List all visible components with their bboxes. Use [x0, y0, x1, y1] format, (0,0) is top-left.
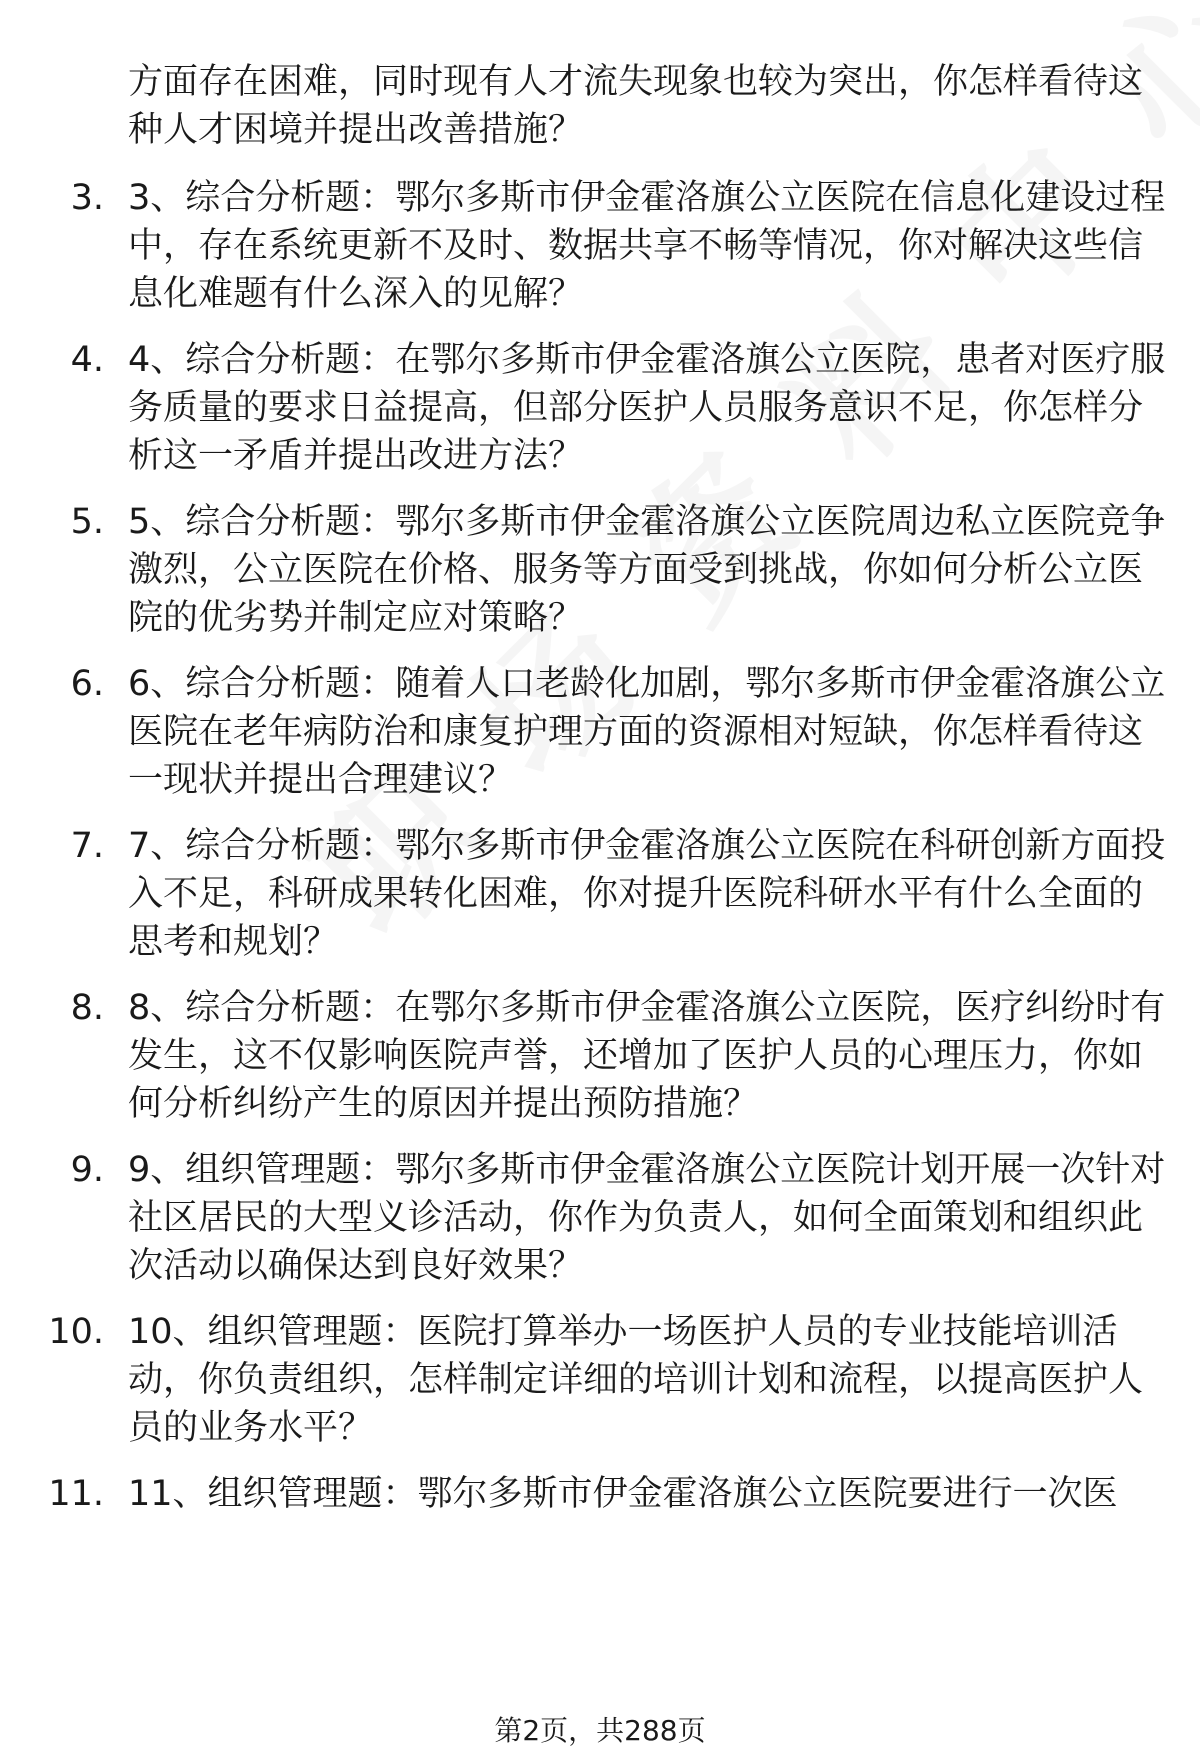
- list-item: [0, 822, 1200, 972]
- continuation-text: 方面存在困难，同时现有人才流失现象也较为突出，你怎样看待这种人才困境并提出改善措施？: [128, 62, 1144, 150]
- list-item: [0, 1308, 1200, 1458]
- item-text: 11、组织管理题：鄂尔多斯市伊金霍洛旗公立医院要进行一次医: [128, 1474, 1118, 1514]
- list-item: [0, 498, 1200, 648]
- item-number: 8.: [70, 988, 104, 1028]
- item-number: 7.: [70, 826, 104, 866]
- list-item: [0, 336, 1200, 486]
- item-number: 10.: [48, 1312, 104, 1352]
- item-text: 7、综合分析题：鄂尔多斯市伊金霍洛旗公立医院在科研创新方面投入不足，科研成果转化困难，你对提升医院科研水平有什么全面的思考和规划？: [128, 826, 1166, 962]
- item-number: 11.: [48, 1474, 104, 1514]
- item-number: 6.: [70, 664, 104, 704]
- item-number: 3.: [70, 178, 104, 218]
- item-text: 3、综合分析题：鄂尔多斯市伊金霍洛旗公立医院在信息化建设过程中，存在系统更新不及时、数据共享不畅等情况，你对解决这些信息化难题有什么深入的见解？: [128, 178, 1166, 314]
- list-item: [0, 174, 1200, 324]
- item-text: 5、综合分析题：鄂尔多斯市伊金霍洛旗公立医院周边私立医院竞争激烈，公立医院在价格、服务等方面受到挑战，你如何分析公立医院的优劣势并制定应对策略？: [128, 502, 1166, 638]
- page-footer: 第2页，共288页: [494, 1714, 706, 1747]
- list-item: [0, 1470, 1200, 1520]
- item-text: 8、综合分析题：在鄂尔多斯市伊金霍洛旗公立医院，医疗纠纷时有发生，这不仅影响医院声誉，还增加了医护人员的心理压力，你如何分析纠纷产生的原因并提出预防措施？: [128, 988, 1166, 1124]
- list-item: [0, 1146, 1200, 1296]
- item-text: 6、综合分析题：随着人口老龄化加剧，鄂尔多斯市伊金霍洛旗公立医院在老年病防治和康复护理方面的资源相对短缺，你怎样看待这一现状并提出合理建议？: [128, 664, 1166, 800]
- item-number: 4.: [70, 340, 104, 380]
- item-text: 10、组织管理题：医院打算举办一场医护人员的专业技能培训活动，你负责组织，怎样制定详细的培训计划和流程，以提高医护人员的业务水平？: [128, 1312, 1144, 1448]
- item-number: 5.: [70, 502, 104, 542]
- list-item: [0, 660, 1200, 810]
- item-number: 9.: [70, 1150, 104, 1190]
- list-item: [0, 984, 1200, 1134]
- item-text: 4、综合分析题：在鄂尔多斯市伊金霍洛旗公立医院，患者对医疗服务质量的要求日益提高，但部分医护人员服务意识不足，你怎样分析这一矛盾并提出改进方法？: [128, 340, 1166, 476]
- item-text: 9、组织管理题：鄂尔多斯市伊金霍洛旗公立医院计划开展一次针对社区居民的大型义诊活动，你作为负责人，如何全面策划和组织此次活动以确保达到良好效果？: [128, 1150, 1166, 1286]
